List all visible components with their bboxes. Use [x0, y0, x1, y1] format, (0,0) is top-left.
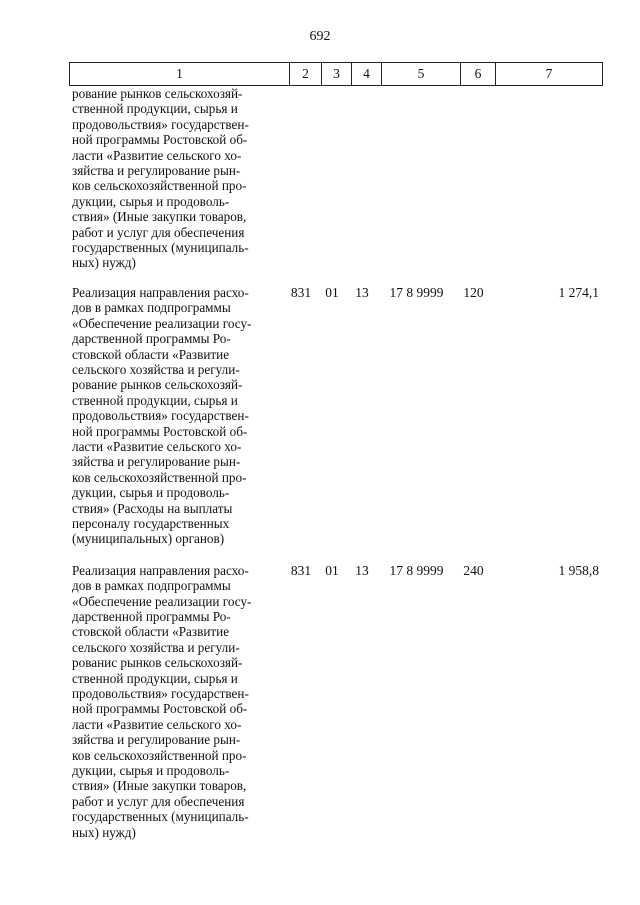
row-col-3: 01: [325, 284, 339, 300]
row-col-4: [347, 86, 377, 271]
table-row: [69, 86, 602, 271]
column-header-row: [70, 63, 603, 86]
row-description: Реализация направления расхо- дов в рамках подпрограммы «Обеспечение реализации госу- дарственной программы Ро- стовской области «Развитие сельского хозяйства и регули- рованис рынков сельскохозяй- ственной продукции, сырья и продовольствия» государствен- ной программы Ростовской об- ласти «Развитие сельского хо- зяйства и регулирование рын- ков сельскохозяйственной про- дукции, сырья и продоволь- ствия» (Иные закупки товаров, работ и услуг для обеспечения государственных (муниципаль- ных) нужд): [72, 562, 252, 840]
column-header-7: 7: [496, 63, 603, 86]
table-row: [69, 563, 602, 840]
row-col-6: [456, 86, 491, 271]
row-description: Реализация направления расхо- дов в рамках подпрограммы «Обеспечение реализации госу- дарственной программы Ро- стовской области «Развитие сельского хозяйства и регули- рование рынков сельскохозяй- ственной продукции, сырья и продовольствия» государствен- ной программы Ростовской об- ласти «Развитие сельского хо- зяйства и регулирование рын- ков сельскохозяйственной про- дукции, сырья и продоволь- ствия» (Расходы на выплаты персоналу государственных (муниципальных) органов): [72, 284, 252, 547]
column-header-1: 1: [70, 63, 290, 86]
row-col-6: 120: [463, 284, 484, 300]
row-col-6: 240: [463, 562, 484, 578]
table-body: [69, 86, 602, 856]
row-amount: [491, 86, 602, 271]
row-col-2: 831: [290, 284, 312, 300]
row-col-4: 13: [355, 562, 369, 578]
column-header-3: 3: [322, 63, 352, 86]
row-col-5: 17 8 9999: [389, 284, 444, 300]
row-col-3: [317, 86, 347, 271]
column-header-4: 4: [352, 63, 382, 86]
row-col-2: [285, 86, 317, 271]
column-header-2: 2: [290, 63, 322, 86]
row-col-3: 01: [325, 562, 339, 578]
column-header-6: 6: [461, 63, 496, 86]
column-header-table: [69, 62, 603, 86]
row-description: рование рынков сельскохозяй- ственной продукции, сырья и продовольствия» государствен- ной программы Ростовской об- ласти «Развитие сельского хо- зяйства и регулирование рын- ков сельскохозяйственной про- дукции, сырья и продоволь- ствия» (Иные закупки товаров, работ и услуг для обеспечения государственных (муниципаль- ных) нужд): [72, 86, 249, 271]
table-row: [69, 285, 602, 547]
row-amount: 1 958,8: [558, 562, 599, 578]
page-number: 692: [309, 29, 331, 44]
row-amount: 1 274,1: [558, 284, 599, 300]
row-col-4: 13: [355, 284, 369, 300]
column-header-5: 5: [382, 63, 461, 86]
row-col-2: 831: [290, 562, 312, 578]
row-col-5: [377, 86, 456, 271]
row-col-5: 17 8 9999: [389, 562, 444, 578]
